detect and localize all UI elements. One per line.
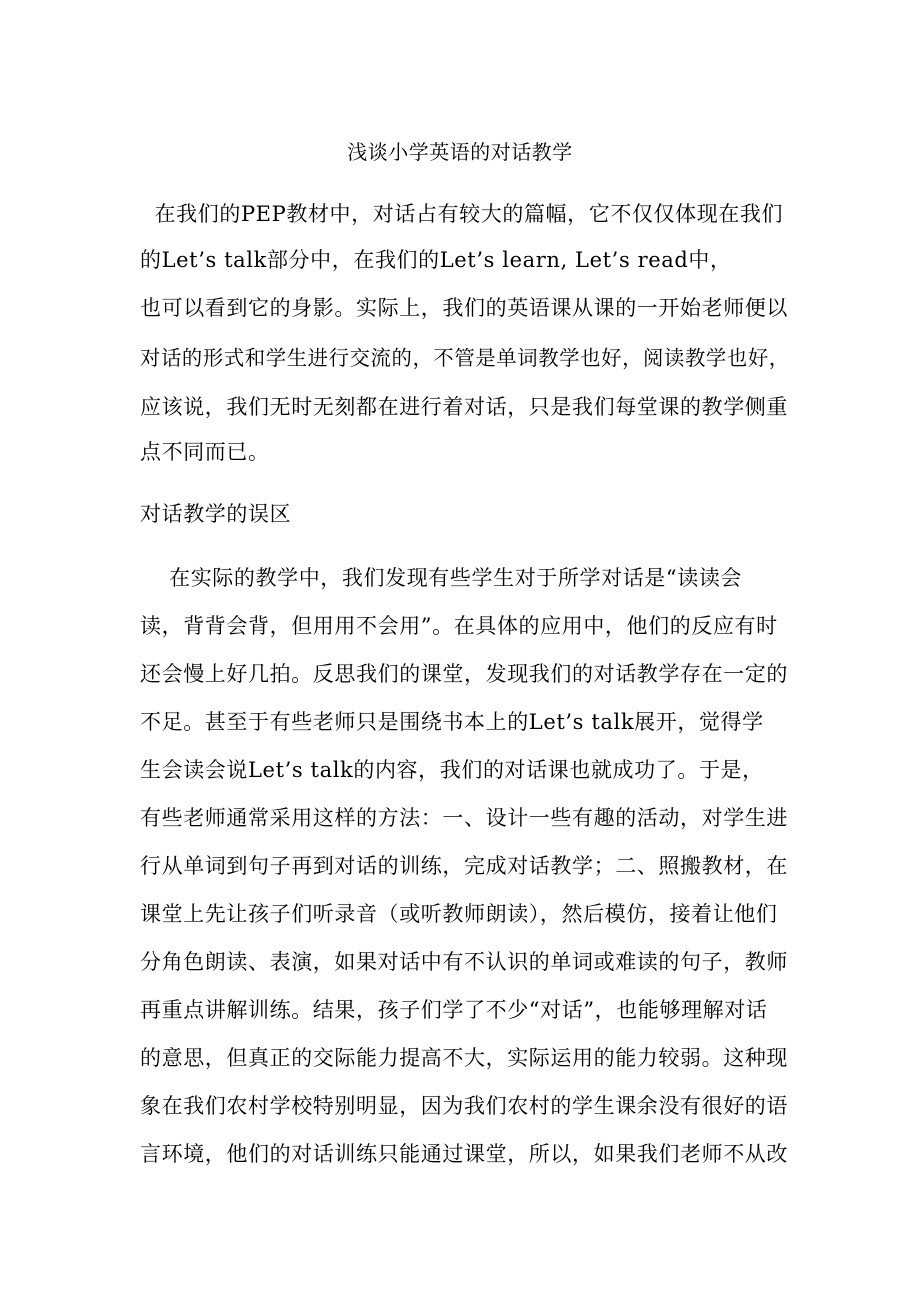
intro-line-5: 应该说，我们无时无刻都在进行着对话，只是我们每堂课的教学侧重 [140,395,788,419]
body-line-6: 有些老师通常采用这样的方法：一、设计一些有趣的活动，对学生进 [140,806,788,830]
body-line-8: 课堂上先让孩子们听录音（或听教师朗读），然后模仿，接着让他们 [140,902,778,926]
document-title: 浅谈小学英语的对话教学 [347,140,573,164]
intro-line-1: 在我们的PEP教材中，对话占有较大的篇幅，它不仅仅体现在我们 [140,202,784,226]
body-line-10: 再重点讲解训练。结果，孩子们学了不少“对话”，也能够理解对话 [140,998,768,1022]
body-line-9: 分角色朗读、表演，如果对话中有不认识的单词或难读的句子，教师 [140,950,788,974]
body-line-1: 在实际的教学中，我们发现有些学生对于所学对话是“读读会 [140,566,743,590]
intro-line-3: 也可以看到它的身影。实际上，我们的英语课从课的一开始老师便以 [140,296,788,320]
body-line-13: 言环境，他们的对话训练只能通过课堂，所以，如果我们老师不从改 [140,1142,788,1166]
body-line-7: 行从单词到句子再到对话的训练，完成对话教学；二、照搬教材，在 [140,854,788,878]
body-line-5: 生会读会说Let’s talk的内容，我们的对话课也就成功了。于是， [140,758,764,782]
section-heading: 对话教学的误区 [140,502,292,526]
body-line-11: 的意思，但真正的交际能力提高不大，实际运用的能力较弱。这种现 [140,1046,788,1070]
intro-line-2: 的Let’s talk部分中，在我们的Let’s learn, Let’s read中， [140,248,732,272]
intro-line-6: 点不同而已。 [140,440,270,464]
intro-line-4: 对话的形式和学生进行交流的，不管是单词教学也好，阅读教学也好， [140,346,790,370]
body-line-12: 象在我们农村学校特别明显，因为我们农村的学生课余没有很好的语 [140,1094,788,1118]
body-line-3: 还会慢上好几拍。反思我们的课堂，发现我们的对话教学存在一定的 [140,662,788,686]
body-line-2: 读，背背会背，但用用不会用”。在具体的应用中，他们的反应有时 [140,614,778,638]
body-line-4: 不足。甚至于有些老师只是围绕书本上的Let’s talk展开，觉得学 [140,710,764,734]
